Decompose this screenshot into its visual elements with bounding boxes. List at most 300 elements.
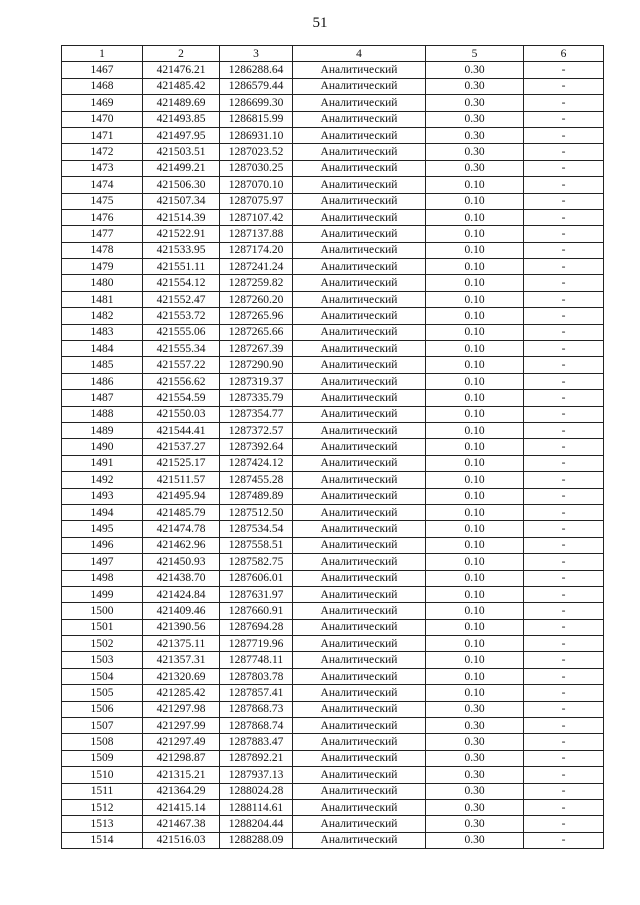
point-number-cell: 1511 [62, 783, 143, 799]
accuracy-cell: 0.30 [426, 111, 524, 127]
method-cell: Аналитический [293, 570, 426, 586]
y-coordinate-cell: 1287392.64 [220, 439, 293, 455]
point-number-cell: 1496 [62, 537, 143, 553]
accuracy-cell: 0.10 [426, 193, 524, 209]
x-coordinate-cell: 421357.31 [143, 652, 220, 668]
y-coordinate-cell: 1287660.91 [220, 603, 293, 619]
coordinates-table [61, 45, 604, 849]
accuracy-cell: 0.10 [426, 422, 524, 438]
accuracy-cell: 0.30 [426, 799, 524, 815]
point-number-cell: 1510 [62, 767, 143, 783]
y-coordinate-cell: 1287631.97 [220, 586, 293, 602]
x-coordinate-cell: 421485.79 [143, 504, 220, 520]
method-cell: Аналитический [293, 373, 426, 389]
method-cell: Аналитический [293, 95, 426, 111]
point-number-cell: 1512 [62, 799, 143, 815]
point-number-cell: 1489 [62, 422, 143, 438]
x-coordinate-cell: 421462.96 [143, 537, 220, 553]
method-cell: Аналитический [293, 816, 426, 832]
accuracy-cell: 0.10 [426, 390, 524, 406]
accuracy-cell: 0.10 [426, 554, 524, 570]
table-row [62, 636, 604, 652]
point-number-cell: 1508 [62, 734, 143, 750]
x-coordinate-cell: 421390.56 [143, 619, 220, 635]
accuracy-cell: 0.30 [426, 160, 524, 176]
accuracy-cell: 0.10 [426, 341, 524, 357]
accuracy-cell: 0.30 [426, 734, 524, 750]
point-number-cell: 1486 [62, 373, 143, 389]
accuracy-cell: 0.10 [426, 177, 524, 193]
point-number-cell: 1482 [62, 308, 143, 324]
x-coordinate-cell: 421297.99 [143, 718, 220, 734]
x-coordinate-cell: 421297.98 [143, 701, 220, 717]
table-row [62, 275, 604, 291]
accuracy-cell: 0.30 [426, 750, 524, 766]
y-coordinate-cell: 1287137.88 [220, 226, 293, 242]
accuracy-cell: 0.10 [426, 668, 524, 684]
accuracy-cell: 0.30 [426, 127, 524, 143]
table-row [62, 652, 604, 668]
method-cell: Аналитический [293, 390, 426, 406]
point-number-cell: 1509 [62, 750, 143, 766]
accuracy-cell: 0.10 [426, 652, 524, 668]
x-coordinate-cell: 421476.21 [143, 62, 220, 78]
method-cell: Аналитический [293, 734, 426, 750]
x-coordinate-cell: 421489.69 [143, 95, 220, 111]
point-number-cell: 1480 [62, 275, 143, 291]
accuracy-cell: 0.30 [426, 783, 524, 799]
y-coordinate-cell: 1287719.96 [220, 636, 293, 652]
point-number-cell: 1507 [62, 718, 143, 734]
note-cell: - [524, 734, 604, 750]
method-cell: Аналитический [293, 685, 426, 701]
point-number-cell: 1476 [62, 209, 143, 225]
accuracy-cell: 0.30 [426, 701, 524, 717]
note-cell: - [524, 341, 604, 357]
note-cell: - [524, 504, 604, 520]
note-cell: - [524, 275, 604, 291]
method-cell: Аналитический [293, 504, 426, 520]
x-coordinate-cell: 421438.70 [143, 570, 220, 586]
method-cell: Аналитический [293, 406, 426, 422]
table-row [62, 127, 604, 143]
column-header-3: 3 [220, 46, 293, 62]
y-coordinate-cell: 1287694.28 [220, 619, 293, 635]
x-coordinate-cell: 421320.69 [143, 668, 220, 684]
table-row [62, 144, 604, 160]
table-row [62, 603, 604, 619]
y-coordinate-cell: 1287892.21 [220, 750, 293, 766]
method-cell: Аналитический [293, 783, 426, 799]
x-coordinate-cell: 421555.06 [143, 324, 220, 340]
y-coordinate-cell: 1286931.10 [220, 127, 293, 143]
note-cell: - [524, 455, 604, 471]
method-cell: Аналитический [293, 177, 426, 193]
note-cell: - [524, 619, 604, 635]
note-cell: - [524, 816, 604, 832]
point-number-cell: 1488 [62, 406, 143, 422]
table-row [62, 242, 604, 258]
point-number-cell: 1502 [62, 636, 143, 652]
y-coordinate-cell: 1287937.13 [220, 767, 293, 783]
method-cell: Аналитический [293, 767, 426, 783]
note-cell: - [524, 373, 604, 389]
accuracy-cell: 0.10 [426, 439, 524, 455]
table-row [62, 95, 604, 111]
x-coordinate-cell: 421533.95 [143, 242, 220, 258]
table-row [62, 783, 604, 799]
method-cell: Аналитический [293, 652, 426, 668]
table-row [62, 226, 604, 242]
y-coordinate-cell: 1287174.20 [220, 242, 293, 258]
method-cell: Аналитический [293, 62, 426, 78]
method-cell: Аналитический [293, 193, 426, 209]
x-coordinate-cell: 421474.78 [143, 521, 220, 537]
note-cell: - [524, 259, 604, 275]
method-cell: Аналитический [293, 209, 426, 225]
method-cell: Аналитический [293, 537, 426, 553]
point-number-cell: 1503 [62, 652, 143, 668]
y-coordinate-cell: 1288204.44 [220, 816, 293, 832]
accuracy-cell: 0.10 [426, 537, 524, 553]
accuracy-cell: 0.10 [426, 504, 524, 520]
table-row [62, 308, 604, 324]
x-coordinate-cell: 421506.30 [143, 177, 220, 193]
note-cell: - [524, 390, 604, 406]
table-row [62, 406, 604, 422]
table-row [62, 685, 604, 701]
y-coordinate-cell: 1288288.09 [220, 832, 293, 848]
point-number-cell: 1501 [62, 619, 143, 635]
point-number-cell: 1498 [62, 570, 143, 586]
point-number-cell: 1484 [62, 341, 143, 357]
y-coordinate-cell: 1287107.42 [220, 209, 293, 225]
y-coordinate-cell: 1287748.11 [220, 652, 293, 668]
accuracy-cell: 0.30 [426, 62, 524, 78]
x-coordinate-cell: 421285.42 [143, 685, 220, 701]
method-cell: Аналитический [293, 799, 426, 815]
table-row [62, 570, 604, 586]
note-cell: - [524, 406, 604, 422]
table-row [62, 488, 604, 504]
note-cell: - [524, 308, 604, 324]
table-row [62, 193, 604, 209]
table-row [62, 439, 604, 455]
y-coordinate-cell: 1287265.96 [220, 308, 293, 324]
point-number-cell: 1471 [62, 127, 143, 143]
accuracy-cell: 0.10 [426, 521, 524, 537]
table-row [62, 111, 604, 127]
table-row [62, 390, 604, 406]
x-coordinate-cell: 421507.34 [143, 193, 220, 209]
point-number-cell: 1513 [62, 816, 143, 832]
note-cell: - [524, 177, 604, 193]
x-coordinate-cell: 421503.51 [143, 144, 220, 160]
y-coordinate-cell: 1287290.90 [220, 357, 293, 373]
point-number-cell: 1473 [62, 160, 143, 176]
note-cell: - [524, 291, 604, 307]
note-cell: - [524, 242, 604, 258]
point-number-cell: 1474 [62, 177, 143, 193]
note-cell: - [524, 95, 604, 111]
accuracy-cell: 0.10 [426, 488, 524, 504]
table-row [62, 62, 604, 78]
accuracy-cell: 0.10 [426, 406, 524, 422]
note-cell: - [524, 652, 604, 668]
note-cell: - [524, 488, 604, 504]
x-coordinate-cell: 421493.85 [143, 111, 220, 127]
note-cell: - [524, 78, 604, 94]
note-cell: - [524, 570, 604, 586]
accuracy-cell: 0.10 [426, 291, 524, 307]
table-row [62, 767, 604, 783]
y-coordinate-cell: 1287259.82 [220, 275, 293, 291]
method-cell: Аналитический [293, 718, 426, 734]
note-cell: - [524, 209, 604, 225]
y-coordinate-cell: 1287075.97 [220, 193, 293, 209]
accuracy-cell: 0.10 [426, 636, 524, 652]
point-number-cell: 1469 [62, 95, 143, 111]
note-cell: - [524, 472, 604, 488]
method-cell: Аналитический [293, 472, 426, 488]
table-row [62, 291, 604, 307]
table-row [62, 472, 604, 488]
point-number-cell: 1493 [62, 488, 143, 504]
y-coordinate-cell: 1286815.99 [220, 111, 293, 127]
table-row [62, 78, 604, 94]
table-row [62, 537, 604, 553]
y-coordinate-cell: 1287455.28 [220, 472, 293, 488]
accuracy-cell: 0.10 [426, 472, 524, 488]
x-coordinate-cell: 421554.12 [143, 275, 220, 291]
y-coordinate-cell: 1288114.61 [220, 799, 293, 815]
table-row [62, 816, 604, 832]
table-row [62, 521, 604, 537]
note-cell: - [524, 767, 604, 783]
point-number-cell: 1479 [62, 259, 143, 275]
method-cell: Аналитический [293, 226, 426, 242]
table-row [62, 422, 604, 438]
accuracy-cell: 0.30 [426, 78, 524, 94]
y-coordinate-cell: 1287335.79 [220, 390, 293, 406]
page-number: 51 [312, 15, 328, 31]
column-header-1: 1 [62, 46, 143, 62]
table-row [62, 832, 604, 848]
y-coordinate-cell: 1287512.50 [220, 504, 293, 520]
x-coordinate-cell: 421552.47 [143, 291, 220, 307]
x-coordinate-cell: 421556.62 [143, 373, 220, 389]
column-header-6: 6 [524, 46, 604, 62]
x-coordinate-cell: 421467.38 [143, 816, 220, 832]
x-coordinate-cell: 421557.22 [143, 357, 220, 373]
note-cell: - [524, 783, 604, 799]
note-cell: - [524, 193, 604, 209]
table-row [62, 455, 604, 471]
y-coordinate-cell: 1287372.57 [220, 422, 293, 438]
y-coordinate-cell: 1287489.89 [220, 488, 293, 504]
x-coordinate-cell: 421537.27 [143, 439, 220, 455]
accuracy-cell: 0.10 [426, 357, 524, 373]
method-cell: Аналитический [293, 554, 426, 570]
column-header-2: 2 [143, 46, 220, 62]
point-number-cell: 1504 [62, 668, 143, 684]
point-number-cell: 1497 [62, 554, 143, 570]
note-cell: - [524, 127, 604, 143]
x-coordinate-cell: 421485.42 [143, 78, 220, 94]
note-cell: - [524, 422, 604, 438]
x-coordinate-cell: 421525.17 [143, 455, 220, 471]
method-cell: Аналитический [293, 160, 426, 176]
y-coordinate-cell: 1287319.37 [220, 373, 293, 389]
note-cell: - [524, 521, 604, 537]
point-number-cell: 1505 [62, 685, 143, 701]
table-row [62, 259, 604, 275]
table-row [62, 177, 604, 193]
method-cell: Аналитический [293, 127, 426, 143]
note-cell: - [524, 62, 604, 78]
accuracy-cell: 0.10 [426, 603, 524, 619]
point-number-cell: 1490 [62, 439, 143, 455]
x-coordinate-cell: 421315.21 [143, 767, 220, 783]
note-cell: - [524, 701, 604, 717]
accuracy-cell: 0.10 [426, 373, 524, 389]
note-cell: - [524, 160, 604, 176]
note-cell: - [524, 718, 604, 734]
method-cell: Аналитический [293, 668, 426, 684]
accuracy-cell: 0.10 [426, 586, 524, 602]
x-coordinate-cell: 421375.11 [143, 636, 220, 652]
x-coordinate-cell: 421409.46 [143, 603, 220, 619]
table-row [62, 734, 604, 750]
table-row [62, 160, 604, 176]
x-coordinate-cell: 421495.94 [143, 488, 220, 504]
accuracy-cell: 0.10 [426, 308, 524, 324]
method-cell: Аналитический [293, 259, 426, 275]
method-cell: Аналитический [293, 750, 426, 766]
accuracy-cell: 0.10 [426, 685, 524, 701]
y-coordinate-cell: 1287030.25 [220, 160, 293, 176]
accuracy-cell: 0.10 [426, 226, 524, 242]
note-cell: - [524, 668, 604, 684]
method-cell: Аналитический [293, 242, 426, 258]
note-cell: - [524, 586, 604, 602]
y-coordinate-cell: 1287868.73 [220, 701, 293, 717]
point-number-cell: 1491 [62, 455, 143, 471]
method-cell: Аналитический [293, 619, 426, 635]
y-coordinate-cell: 1287883.47 [220, 734, 293, 750]
point-number-cell: 1492 [62, 472, 143, 488]
table-row [62, 504, 604, 520]
table-row [62, 668, 604, 684]
point-number-cell: 1468 [62, 78, 143, 94]
method-cell: Аналитический [293, 701, 426, 717]
note-cell: - [524, 799, 604, 815]
table-row [62, 701, 604, 717]
y-coordinate-cell: 1287070.10 [220, 177, 293, 193]
method-cell: Аналитический [293, 521, 426, 537]
accuracy-cell: 0.10 [426, 619, 524, 635]
column-header-4: 4 [293, 46, 426, 62]
note-cell: - [524, 144, 604, 160]
method-cell: Аналитический [293, 78, 426, 94]
y-coordinate-cell: 1287260.20 [220, 291, 293, 307]
y-coordinate-cell: 1287606.01 [220, 570, 293, 586]
accuracy-cell: 0.10 [426, 242, 524, 258]
x-coordinate-cell: 421499.21 [143, 160, 220, 176]
note-cell: - [524, 750, 604, 766]
x-coordinate-cell: 421497.95 [143, 127, 220, 143]
method-cell: Аналитический [293, 275, 426, 291]
x-coordinate-cell: 421554.59 [143, 390, 220, 406]
method-cell: Аналитический [293, 291, 426, 307]
point-number-cell: 1485 [62, 357, 143, 373]
method-cell: Аналитический [293, 586, 426, 602]
table-row [62, 324, 604, 340]
point-number-cell: 1475 [62, 193, 143, 209]
x-coordinate-cell: 421415.14 [143, 799, 220, 815]
y-coordinate-cell: 1287424.12 [220, 455, 293, 471]
accuracy-cell: 0.30 [426, 718, 524, 734]
accuracy-cell: 0.30 [426, 816, 524, 832]
accuracy-cell: 0.30 [426, 767, 524, 783]
method-cell: Аналитический [293, 357, 426, 373]
table-row [62, 619, 604, 635]
x-coordinate-cell: 421511.57 [143, 472, 220, 488]
note-cell: - [524, 685, 604, 701]
note-cell: - [524, 636, 604, 652]
method-cell: Аналитический [293, 832, 426, 848]
point-number-cell: 1499 [62, 586, 143, 602]
accuracy-cell: 0.10 [426, 275, 524, 291]
table-row [62, 373, 604, 389]
table-header-row [62, 46, 604, 62]
x-coordinate-cell: 421551.11 [143, 259, 220, 275]
note-cell: - [524, 439, 604, 455]
table-row [62, 341, 604, 357]
x-coordinate-cell: 421516.03 [143, 832, 220, 848]
note-cell: - [524, 111, 604, 127]
note-cell: - [524, 324, 604, 340]
y-coordinate-cell: 1287354.77 [220, 406, 293, 422]
point-number-cell: 1487 [62, 390, 143, 406]
x-coordinate-cell: 421424.84 [143, 586, 220, 602]
y-coordinate-cell: 1288024.28 [220, 783, 293, 799]
point-number-cell: 1506 [62, 701, 143, 717]
accuracy-cell: 0.10 [426, 570, 524, 586]
point-number-cell: 1483 [62, 324, 143, 340]
x-coordinate-cell: 421544.41 [143, 422, 220, 438]
y-coordinate-cell: 1287868.74 [220, 718, 293, 734]
point-number-cell: 1494 [62, 504, 143, 520]
x-coordinate-cell: 421553.72 [143, 308, 220, 324]
method-cell: Аналитический [293, 111, 426, 127]
point-number-cell: 1477 [62, 226, 143, 242]
table-body [62, 62, 604, 849]
x-coordinate-cell: 421550.03 [143, 406, 220, 422]
note-cell: - [524, 603, 604, 619]
table-row [62, 750, 604, 766]
point-number-cell: 1495 [62, 521, 143, 537]
table-row [62, 586, 604, 602]
y-coordinate-cell: 1287267.39 [220, 341, 293, 357]
point-number-cell: 1467 [62, 62, 143, 78]
method-cell: Аналитический [293, 324, 426, 340]
y-coordinate-cell: 1286288.64 [220, 62, 293, 78]
method-cell: Аналитический [293, 488, 426, 504]
y-coordinate-cell: 1287023.52 [220, 144, 293, 160]
x-coordinate-cell: 421297.49 [143, 734, 220, 750]
y-coordinate-cell: 1287803.78 [220, 668, 293, 684]
